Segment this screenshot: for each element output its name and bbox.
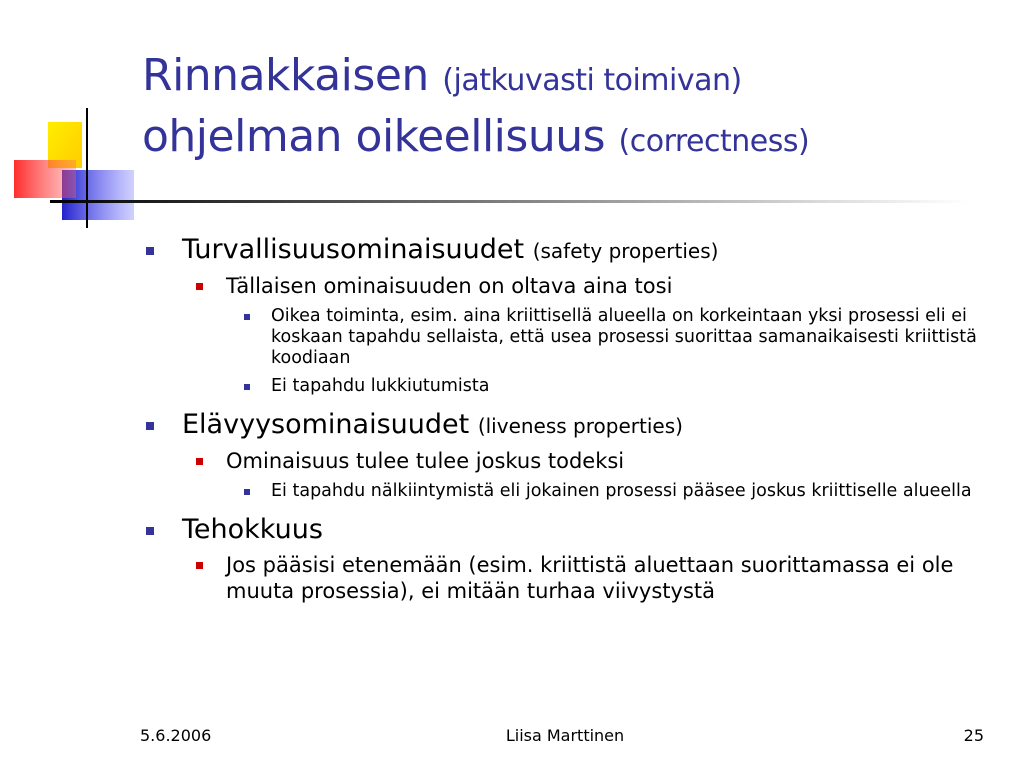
liveness-heading-note: (liveness properties) bbox=[477, 414, 683, 438]
square-bullet-icon bbox=[146, 422, 154, 430]
footer-author: Liisa Marttinen bbox=[505, 726, 625, 745]
bullet-efficiency-sub bbox=[140, 552, 1010, 604]
decorative-squares-logo bbox=[0, 0, 140, 240]
title-paren-2: (correctness) bbox=[618, 124, 810, 159]
efficiency-sub-text: Jos pääsisi etenemään (esim. kriittistä aluettaan suorittamassa ei ole muuta prosessia), ei mitään turhaa viivystystä bbox=[226, 553, 954, 603]
liveness-sub-text: Ominaisuus tulee tulee joskus todeksi bbox=[226, 449, 625, 473]
title-main-1: Rinnakkaisen bbox=[142, 50, 429, 101]
bullet-liveness-properties bbox=[140, 409, 1010, 442]
square-bullet-icon bbox=[196, 283, 203, 290]
bullet-safety-item bbox=[140, 306, 1010, 369]
square-bullet-icon bbox=[146, 527, 154, 535]
title-main-2: ohjelman oikeellisuus bbox=[142, 111, 606, 162]
slide-title bbox=[142, 48, 1002, 170]
bullet-safety-sub bbox=[140, 273, 1010, 299]
title-line-1 bbox=[142, 48, 1002, 109]
liveness-item-text: Ei tapahdu nälkiintymistä eli jokainen prosessi pääsee joskus kriittiselle alueella bbox=[271, 481, 972, 501]
bullet-safety-properties bbox=[140, 234, 1010, 267]
bullet-liveness-item bbox=[140, 481, 1010, 502]
safety-sub-text: Tällaisen ominaisuuden on oltava aina tosi bbox=[226, 274, 673, 298]
efficiency-heading: Tehokkuus bbox=[182, 514, 323, 545]
square-bullet-icon bbox=[196, 562, 203, 569]
title-paren-1: (jatkuvasti toimivan) bbox=[442, 63, 742, 98]
square-bullet-icon bbox=[244, 314, 250, 320]
safety-item-text: Ei tapahdu lukkiutumista bbox=[271, 376, 490, 396]
liveness-heading: Elävyysominaisuudet bbox=[182, 409, 470, 440]
deco-red-square bbox=[14, 160, 76, 198]
title-line-2 bbox=[142, 109, 1002, 170]
safety-item-text: Oikea toiminta, esim. aina kriittisellä alueella on korkeintaan yksi prosessi eli ei koskaan tapahdu sellaista, että usea prosessi suorittaa samanaikaisesti kriittistä koodiaan bbox=[271, 306, 977, 368]
footer-date: 5.6.2006 bbox=[140, 726, 212, 745]
square-bullet-icon bbox=[244, 489, 250, 495]
slide-body bbox=[140, 226, 1010, 604]
safety-heading: Turvallisuusominaisuudet bbox=[182, 234, 525, 265]
square-bullet-icon bbox=[146, 247, 154, 255]
bullet-safety-item bbox=[140, 376, 1010, 397]
bullet-efficiency bbox=[140, 514, 1010, 546]
square-bullet-icon bbox=[196, 458, 203, 465]
title-divider bbox=[50, 200, 970, 203]
footer-page-number: 25 bbox=[963, 726, 984, 745]
square-bullet-icon bbox=[244, 384, 250, 390]
bullet-liveness-sub bbox=[140, 448, 1010, 474]
safety-heading-note: (safety properties) bbox=[532, 239, 719, 263]
